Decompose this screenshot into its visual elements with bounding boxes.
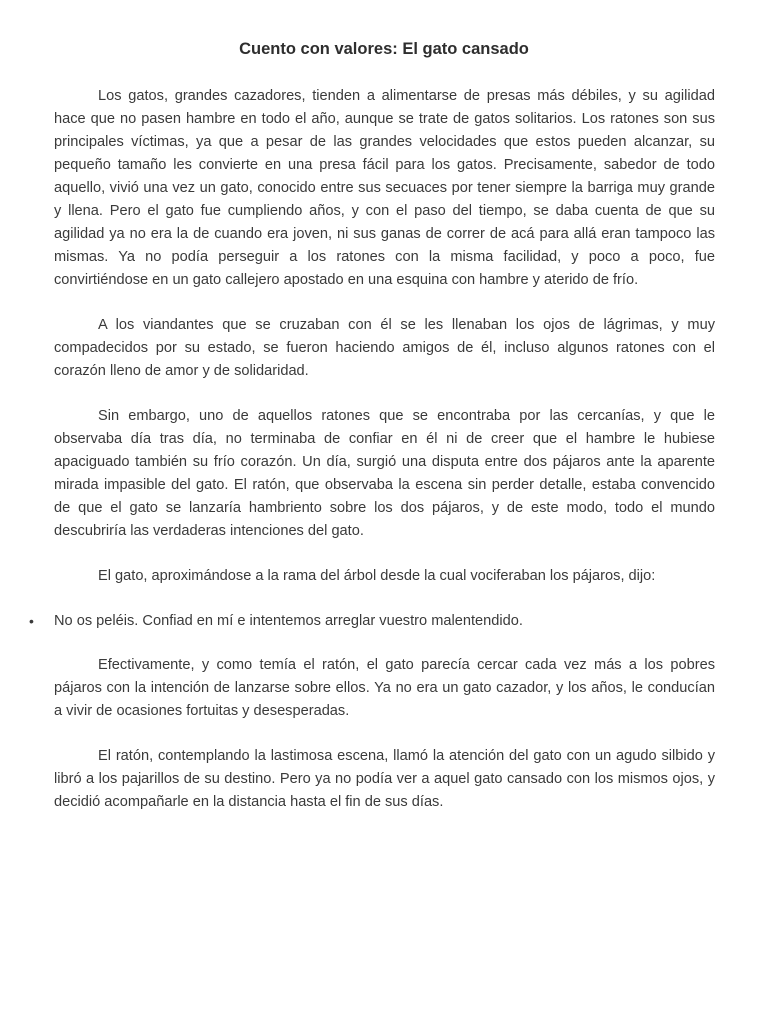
bullet-marker: • xyxy=(29,613,34,629)
paragraph-2: A los viandantes que se cruzaban con él se les llenaban los ojos de lágrimas, y muy compadecidos por su estado, se fueron haciendo amigos de él, incluso algunos ratones con el corazón lleno de amor y de solidaridad. xyxy=(54,317,715,379)
paragraph-6: El ratón, contemplando la lastimosa escena, llamó la atención del gato con un agudo silbido y libró a los pajarillos de su destino. Pero ya no podía ver a aquel gato cansado con los mismos ojos, y decidió acompañarle en la distancia hasta el fin de sus días. xyxy=(54,748,715,810)
bullet-text: No os peléis. Confiad en mí e intentemos arreglar vuestro malentendido. xyxy=(54,613,523,629)
paragraph-4: El gato, aproximándose a la rama del árbol desde la cual vociferaban los pájaros, dijo: xyxy=(98,568,656,584)
paragraph-3: Sin embargo, uno de aquellos ratones que se encontraba por las cercanías, y que le observaba día tras día, no terminaba de confiar en él ni de creer que el hambre le hubiese apaciguado también su frío corazón. Un día, surgió una disputa entre dos pájaros ante la aparente mirada impasible del gato. El ratón, que observaba la escena sin perder detalle, estaba convencido de que el gato se lanzaría hambriento sobre los dos pájaros, y de este modo, todo el mundo descubriría las verdaderas intenciones del gato. xyxy=(54,408,715,539)
document-body xyxy=(29,85,715,836)
paragraph-5: Efectivamente, y como temía el ratón, el gato parecía cercar cada vez más a los pobres pájaros con la intención de lanzarse sobre ellos. Ya no era un gato cazador, y los años, le conducían a vivir de ocasiones fortuitas y desesperadas. xyxy=(54,657,715,719)
paragraph-1: Los gatos, grandes cazadores, tienden a alimentarse de presas más débiles, y su agilidad hace que no pasen hambre en todo el año, aunque se trate de gatos solitarios. Los ratones son sus principales víctimas, ya que a pesar de las grandes velocidades que estos pueden alcanzar, su pequeño tamaño les convierte en una presa fácil para los gatos. Precisamente, sabedor de todo aquello, vivió una vez un gato, conocido entre sus secuaces por tener siempre la barriga muy grande y llena. Pero el gato fue cumpliendo años, y con el paso del tiempo, se daba cuenta de que su agilidad ya no era la de cuando era joven, ni sus ganas de correr de acá para allá eran tampoco las mismas. Ya no podía perseguir a los ratones con la misma facilidad, y poco a poco, fue convirtiéndose en un gato callejero apostado en una esquina con hambre y aterido de frío. xyxy=(54,88,715,288)
bullet-item xyxy=(29,610,715,633)
document-title: Cuento con valores: El gato cansado xyxy=(239,40,529,58)
